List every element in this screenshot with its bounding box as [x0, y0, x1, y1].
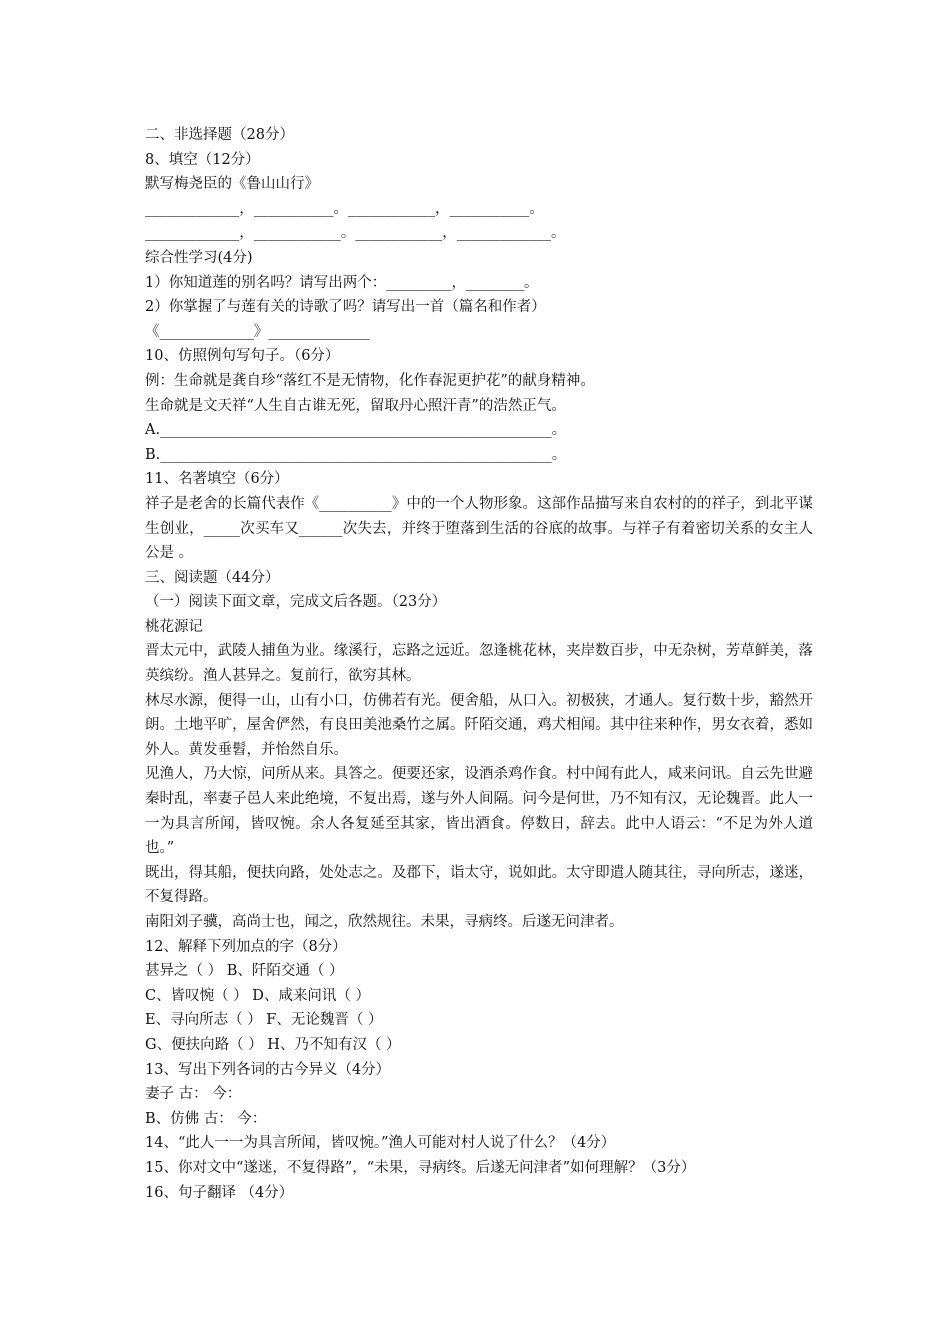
text-line: B、仿佛 古： 今：	[145, 1110, 267, 1127]
passage-paragraph: 见渔人，乃大惊，问所从来。具答之。便要还家，设酒杀鸡作食。村中闻有此人，咸来问讯。自云先世避秦时乱，率妻子邑人来此绝境，不复出焉，遂与外人间隔。问今是何世，乃不知有汉，无论魏晋。此人一一为具言所闻，皆叹惋。余人各复延至其家，皆出酒食。停数日，辞去。此中人语云：“不足为外人道也。”	[145, 766, 813, 857]
text-line: 妻子 古： 今：	[145, 1086, 242, 1103]
blank-line: _____________，____________。____________，_____________。	[145, 225, 566, 242]
question-title: 12、解释下列加点的字（8分）	[145, 938, 347, 955]
blank-line: _____________，___________。____________，___________。	[145, 200, 544, 217]
text-line: 默写梅尧臣的《鲁山山行》	[145, 176, 319, 193]
question-title: （一）阅读下面文章，完成文后各题。（23分）	[145, 594, 447, 611]
question-title: 10、仿照例句写句子。（6分）	[145, 348, 340, 365]
text-line: C、皆叹惋（ ） D、咸来问讯（ ）	[145, 987, 371, 1004]
passage-title: 桃花源记	[145, 618, 203, 635]
question-title: 11、名著填空（6分）	[145, 471, 289, 488]
text-line: G、便扶向路（ ） H、乃不知有汉（ ）	[145, 1036, 401, 1053]
question-title: 16、句子翻译 （4分）	[145, 1184, 294, 1201]
text-line: 例：生命就是龚自珍“落红不是无情物，化作春泥更护花”的献身精神。	[145, 372, 595, 389]
document-page	[145, 123, 813, 1205]
passage-paragraph: 南阳刘子骥，高尚士也，闻之，欣然规往。未果，寻病终。后遂无问津者。	[145, 914, 624, 930]
blank-line: A.______________________________________________________。	[145, 422, 567, 439]
section-heading: 二、非选择题（28分）	[145, 127, 294, 143]
passage-paragraph: 既出，得其船，便扶向路，处处志之。及郡下，诣太守，说如此。太守即遣人随其往，寻向所志，遂迷，不复得路。	[145, 864, 813, 906]
blank-line: B.______________________________________________________。	[145, 446, 567, 463]
question-title: 13、写出下列各词的古今异义（4分）	[145, 1061, 391, 1078]
question-title: 综合性学习(4分)	[145, 249, 253, 266]
text-line: 生命就是文天祥“人生自古谁无死，留取丹心照汗青”的浩然正气。	[145, 397, 566, 414]
blank-line: 《_____________》______________	[145, 323, 370, 340]
section-heading: 三、阅读题（44分）	[145, 569, 280, 586]
question-title: 15、你对文中“遂迷，不复得路”，“未果，寻病终。后遂无问津者”如何理解？（3分）	[145, 1159, 696, 1176]
text-line: 甚异之（ ） B、阡陌交通（ ）	[145, 963, 344, 980]
question-title: 8、填空（12分）	[145, 151, 260, 168]
paragraph: 祥子是老舍的长篇代表作《__________》中的一个人物形象。这部作品描写来自农村的的祥子，到北平谋生创业，_____次买车又______次失去，并终于堕落到生活的谷底的故事。与祥子有着密切关系的女主人公是 。	[145, 495, 813, 562]
passage-paragraph: 林尽水源，便得一山，山有小口，仿佛若有光。便舍船，从口入。初极狭，才通人。复行数十步，豁然开朗。土地平旷，屋舍俨然，有良田美池桑竹之属。阡陌交通，鸡犬相闻。其中往来种作，男女衣着，悉如外人。黄发垂髫，并怡然自乐。	[145, 692, 813, 758]
passage-paragraph: 晋太元中，武陵人捕鱼为业。缘溪行，忘路之远近。忽逢桃花林，夹岸数百步，中无杂树，芳草鲜美，落英缤纷。渔人甚异之。复前行，欲穷其林。	[145, 643, 813, 685]
text-line: 2）你掌握了与莲有关的诗歌了吗？请写出一首（篇名和作者）	[145, 299, 546, 316]
text-line: E、寻向所志（ ） F、无论魏晋（ ）	[145, 1012, 383, 1029]
question-title: 14、“此人一一为具言所闻，皆叹惋。”渔人可能对村人说了什么？（4分）	[145, 1135, 616, 1152]
text-line: 1）你知道莲的别名吗？请写出两个：_________，________。	[145, 274, 539, 291]
